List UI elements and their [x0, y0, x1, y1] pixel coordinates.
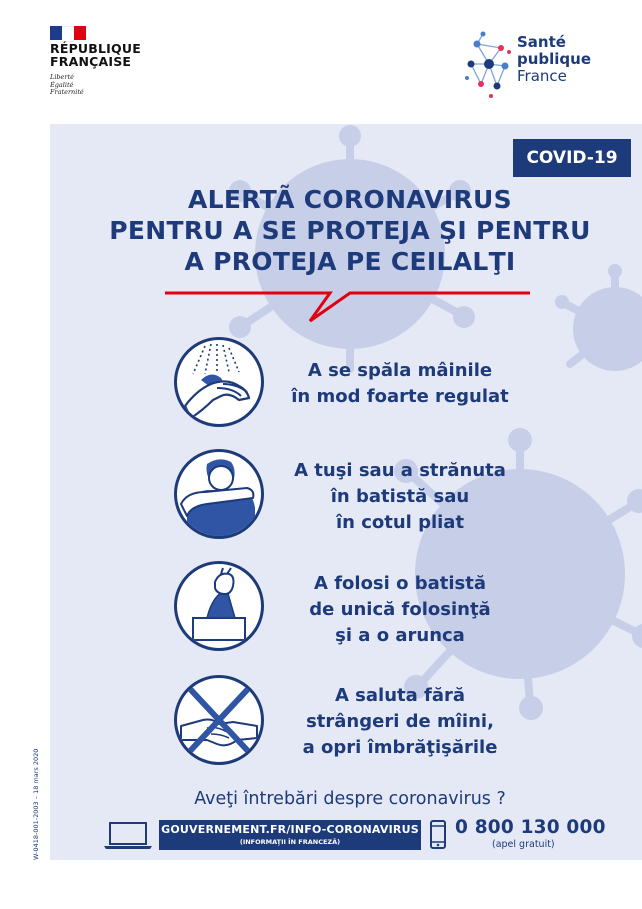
republic-motto	[50, 74, 84, 97]
step-line: A saluta fără	[334, 685, 466, 706]
spf-name-line: Santé	[517, 33, 566, 51]
document-reference: W-0418-001-2003 – 18 mars 2020	[32, 748, 40, 860]
step-line: a opri îmbrăţişările	[302, 737, 498, 758]
motto-line: Fraternité	[50, 88, 84, 96]
step-line: şi a o arunca	[335, 625, 465, 646]
step-line: strângeri de mîini,	[306, 711, 494, 732]
no-handshake-icon	[174, 675, 264, 765]
tissue-icon	[174, 561, 264, 651]
republic-name-line: RÉPUBLIQUE	[50, 41, 141, 56]
cough-elbow-icon	[174, 449, 264, 539]
spf-name-line: publique	[517, 50, 592, 68]
laptop-icon	[102, 820, 154, 850]
spf-name	[517, 34, 591, 85]
page-title	[80, 184, 620, 277]
step-line: în batistă sau	[330, 486, 470, 507]
handwashing-icon	[174, 337, 264, 427]
title-line: ALERTÃ CORONAVIRUS	[188, 185, 512, 214]
phone-number-link[interactable]: 0 800 130 000	[455, 817, 606, 838]
step-text	[270, 571, 530, 649]
step-text	[270, 458, 530, 536]
step-line: în mod foarte regulat	[291, 386, 509, 407]
step-line: de unică folosinţă	[309, 599, 491, 620]
step-line: A se spăla mâinile	[307, 360, 493, 381]
sante-publique-france-logo	[463, 30, 613, 100]
info-link-button[interactable]	[159, 820, 421, 850]
title-line: A PROTEJA PE CEILALŢI	[184, 247, 516, 276]
republic-name	[50, 42, 141, 68]
french-flag-icon	[50, 26, 86, 40]
step-line: A tuşi sau a strănuta	[294, 460, 506, 481]
motto-line: Égalité	[50, 80, 74, 89]
republique-francaise-logo	[50, 26, 160, 106]
step-line: A folosi o batistă	[314, 573, 486, 594]
molecule-icon	[463, 30, 515, 100]
phone-note: (apel gratuit)	[492, 839, 555, 850]
phone-icon	[429, 820, 447, 850]
covid-badge: COVID-19	[513, 139, 631, 177]
speech-bubble-underline	[150, 280, 540, 330]
republic-name-line: FRANÇAISE	[50, 54, 132, 69]
info-link-url: GOUVERNEMENT.FR/INFO-CORONAVIRUS	[161, 823, 419, 836]
step-text	[270, 683, 530, 761]
motto-line: Liberté	[50, 73, 74, 81]
footer-question: Aveţi întrebări despre coronavirus ?	[194, 789, 506, 809]
info-link-note: (INFORMAŢII ÎN FRANCEZĂ)	[239, 838, 341, 846]
step-line: în cotul pliat	[335, 512, 465, 533]
title-line: PENTRU A SE PROTEJA ŞI PENTRU	[109, 216, 591, 245]
step-text	[270, 358, 530, 410]
spf-name-line: France	[517, 67, 567, 85]
